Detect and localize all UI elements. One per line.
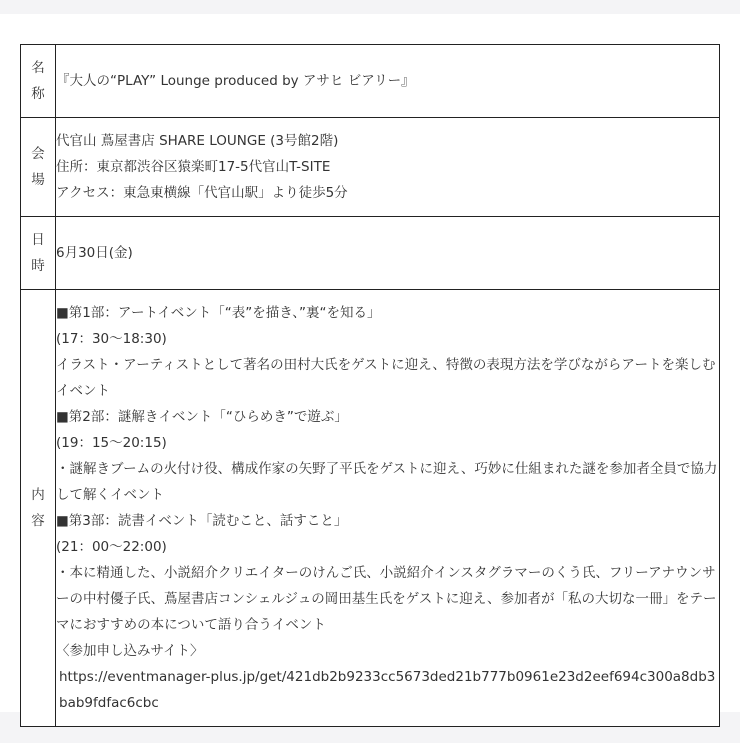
part2-description: ・謎解きブームの火付け役、構成作家の矢野了平氏をゲストに迎え、巧妙に仕組まれた謎を参加者全員で協力して解くイベント [56, 461, 718, 503]
document-sheet [0, 14, 740, 712]
venue-name: 代官山 蔦屋書店 SHARE LOUNGE (3号館2階) [56, 133, 339, 149]
label-cell-date [21, 217, 56, 290]
row-label: 名称 [31, 60, 45, 102]
content-cell-name [56, 45, 720, 118]
content-cell-program [56, 290, 720, 727]
event-info-table [20, 44, 720, 727]
label-cell-name [21, 45, 56, 118]
content-cell-date [56, 217, 720, 290]
table-row-venue [21, 118, 720, 217]
venue-address: 住所：東京都渋谷区猿楽町17-5代官山T-SITE [56, 159, 331, 175]
part3-title: ■第3部：読書イベント「読むこと、話すこと」 [56, 513, 348, 529]
table-row-date [21, 217, 720, 290]
row-label: 内容 [31, 487, 45, 529]
part3-time: (21：00〜22:00) [56, 539, 167, 555]
label-cell-venue [21, 118, 56, 217]
event-name: 『大人の“PLAY” Lounge produced by アサヒ ビアリー』 [56, 73, 415, 89]
part1-description: イラスト・アーティストとして著名の田村大氏をゲストに迎え、特徴の表現方法を学びながらアートを楽しむイベント [56, 357, 716, 399]
part1-title: ■第1部：アートイベント「“表”を描き、”裏“を知る」 [56, 305, 381, 321]
content-cell-venue [56, 118, 720, 217]
label-cell-content [21, 290, 56, 727]
part2-time: (19：15〜20:15) [56, 435, 167, 451]
part2-title: ■第2部：謎解きイベント「“ひらめき”で遊ぶ」 [56, 409, 348, 425]
table-row-name [21, 45, 720, 118]
part1-time: (17：30〜18:30) [56, 331, 167, 347]
signup-heading: 〈参加申し込みサイト〉 [56, 643, 204, 659]
part3-description: ・本に精通した、小説紹介クリエイターのけんご氏、小説紹介インスタグラマーのくう氏、フリーアナウンサーの中村優子氏、蔦屋書店コンシェルジュの岡田基生氏をゲストに迎え、参加者が「私の大切な一冊」をテーマにおすすめの本について語り合うイベント [56, 565, 717, 633]
venue-access: アクセス：東急東横線「代官山駅」より徒歩5分 [56, 185, 348, 201]
row-label: 会場 [31, 146, 45, 188]
row-label: 日時 [31, 232, 45, 274]
signup-url-link[interactable]: https://eventmanager-plus.jp/get/421db2b9233cc5673ded21b777b0961e23d2eef694c300a8db3bab9fdfac6cbc [59, 669, 716, 711]
event-date: 6月30日(金) [56, 245, 133, 261]
table-row-content [21, 290, 720, 727]
